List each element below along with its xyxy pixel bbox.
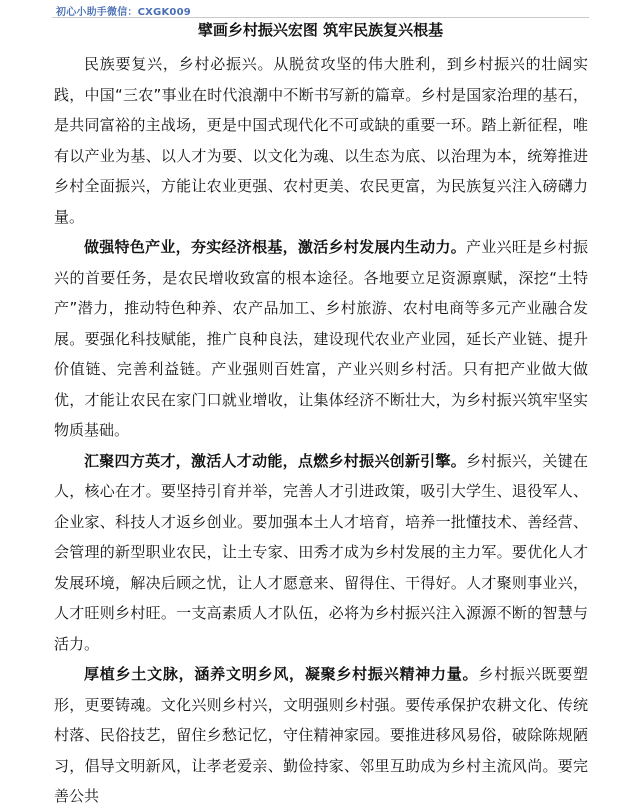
paragraph-industry xyxy=(54,232,588,446)
paragraph-culture xyxy=(54,659,588,812)
paragraph-text: 乡村振兴，关键在人，核心在才。要坚持引育并举，完善人才引进政策，吸引大学生、退役军人、企业家、科技人才返乡创业。要加强本土人才培育，培养一批懂技术、善经营、会管理的新型职业农民，让土专家、田秀才成为乡村发展的主力军。要优化人才发展环境，解决后顾之忧，让人才愿意来、留得住、干得好。人才聚则事业兴，人才旺则乡村旺。一支高素质人才队伍，必将为乡村振兴注入源源不断的智慧与活力。 xyxy=(54,451,588,653)
header-divider xyxy=(52,17,589,18)
paragraph-talent xyxy=(54,446,588,660)
paragraph-text: 乡村振兴既要塑形，更要铸魂。文化兴则乡村兴，文明强则乡村强。要传承保护农耕文化、传统村落、民俗技艺，留住乡愁记忆，守住精神家园。要推进移风易俗，破除陈规陋习，倡导文明新风，让孝老爱亲、勤俭持家、邻里互助成为乡村主流风尚。要完善公共 xyxy=(54,665,588,805)
article-title: 擘画乡村振兴宏图 筑牢民族复兴根基 xyxy=(197,21,444,39)
paragraph-text: 产业兴旺是乡村振兴的首要任务，是农民增收致富的根本途径。各地要立足资源禀赋，深挖“土特产”潜力，推动特色种养、农产品加工、乡村旅游、农村电商等多元产业融合发展。要强化科技赋能，推广良种良法，建设现代农业产业园，延长产业链、提升价值链、完善利益链。产业强则百姓富，产业兴则乡村活。只有把产业做大做优，才能让农民在家门口就业增收，让集体经济不断壮大，为乡村振兴筑牢坚实物质基础。 xyxy=(54,238,588,439)
paragraph-text: 民族要复兴，乡村必振兴。从脱贫攻坚的伟大胜利，到乡村振兴的壮阔实践，中国“三农”事业在时代浪潮中不断书写新的篇章。乡村是国家治理的基石，是共同富裕的主战场，更是中国式现代化不可或缺的重要一环。踏上新征程，唯有以产业为基、以人才为要、以文化为魂、以生态为底、以治理为本，统筹推进乡村全面振兴，方能让农业更强、农村更美、农民更富，为民族复兴注入磅礴力量。 xyxy=(54,55,588,226)
article-body xyxy=(54,49,588,812)
paragraph-lead: 汇聚四方英才，激活人才动能，点燃乡村振兴创新引擎。 xyxy=(84,451,467,470)
watermark-text: 初心小助手微信：CXGK009 xyxy=(56,7,191,18)
paragraph-lead: 做强特色产业，夯实经济根基，激活乡村发展内生动力。 xyxy=(84,238,467,256)
paragraph-lead: 厚植乡土文脉，涵养文明乡风，凝聚乡村振兴精神力量。 xyxy=(84,665,479,683)
paragraph-intro xyxy=(54,49,588,232)
